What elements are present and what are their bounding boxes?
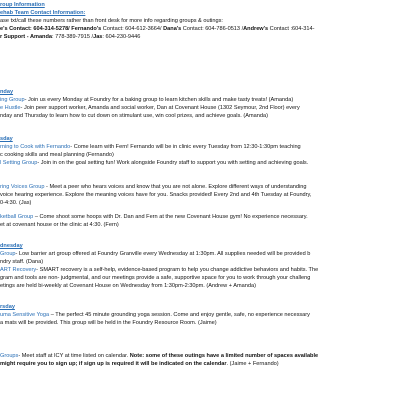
group-entry-line <box>0 160 308 168</box>
group-entry-line <box>0 105 300 113</box>
group-entry-line <box>0 283 256 291</box>
day-heading-tuesday: sday <box>0 136 13 142</box>
group-text: a mats will be provided. This group will be held in the Foundry Resource Room. (Jaime) <box>0 320 217 326</box>
group-entry-line <box>0 200 31 208</box>
group-entry-line <box>0 214 308 222</box>
day-heading-thursday: rsday <box>0 304 15 310</box>
contact-heading: ehab Team Contact Information: <box>0 10 86 16</box>
dana-label: Dana's <box>163 26 182 32</box>
group-note: Note: some of these outings have a limited number of spaces available <box>129 353 319 359</box>
group-entry-line <box>0 192 311 200</box>
group-text: - Join in on the goal setting fun! Work alongside Foundry staff to support you with setting and achieving goals. <box>37 160 309 166</box>
contact-instructions: ase txt/call these numbers rather than front desk for more info regarding groups & outings: <box>0 18 223 24</box>
contacts-line-2 <box>0 34 140 42</box>
group-entry-line <box>0 113 268 121</box>
group-title: Group <box>0 251 16 257</box>
group-title: ring Voices Group <box>0 184 45 190</box>
group-text: - Meet a peer who hears voices and know that you are not alone. Explore different ways of understanding <box>44 184 307 190</box>
group-entry-line <box>0 222 119 230</box>
fernando-contact: Contact: 604-612-3664/ <box>101 26 164 32</box>
day-heading-wednesday: dnesday <box>0 243 23 249</box>
contact-prefix: e's Contact: 604-314-5278/ <box>0 26 72 32</box>
jas-contact: : 604-230-9446 <box>102 34 141 40</box>
group-text: 0-4:30. (Jas) <box>0 200 32 206</box>
group-title: Groups <box>0 353 19 359</box>
group-title: l Setting Group <box>0 160 38 166</box>
group-text: nday and Thursday to learn how to cut down on stimulant use, win cool prizes, and achieve goals. (Amanda) <box>0 113 268 119</box>
group-text: - Meet staff at ICY at time listed on calendar. <box>18 353 130 359</box>
group-entry-line <box>0 97 293 105</box>
group-entry-line <box>0 184 307 192</box>
group-entry-line <box>0 267 318 275</box>
group-entry-line <box>0 320 217 328</box>
group-text: - Join us every Monday at Foundry for a baking group to learn kitchen skills and make tasty treats! (Amanda) <box>24 97 294 103</box>
support-label: r Support - <box>0 34 30 40</box>
group-text: - Come learn with Fern! Fernando will be in clinic every Tuesday from 12:30-1:30pm teaching <box>70 144 301 150</box>
group-title: ketball Group <box>0 214 34 220</box>
group-entry-line <box>0 312 310 320</box>
group-title: rning to Cook with Fernando <box>0 144 71 150</box>
group-entry-line <box>0 275 310 283</box>
contacts-line-1 <box>0 26 314 34</box>
fernando-label: Fernando's <box>71 26 102 32</box>
group-text: – The perfect 45 minute grounding yoga session. Come and enjoy gentle, safe, no experience necessary <box>49 312 310 318</box>
group-title: e Hustle <box>0 105 21 111</box>
group-entry-line <box>0 144 301 152</box>
group-text: etings are held bi-weekly at Covenant House on Wednesday from 1:30pm-2:30pm. (Andrew + Amanda) <box>0 283 256 289</box>
group-entry-line <box>0 361 279 369</box>
group-text: - Low barrier art group offered at Foundry Granville every Wednesday at 1:30pm. All supplies needed will be provided b <box>15 251 311 257</box>
group-text: - SMART recovery is a self-help, evidence-based program to help you change addictive behaviors and habits. The <box>36 267 319 273</box>
group-entry-line <box>0 259 43 267</box>
group-title: uma Sensitive Yoga <box>0 312 50 318</box>
amanda-label: Amanda <box>29 34 53 40</box>
group-text: - Join peer support worker, Amanda and social worker, Dan at Covenant House (1302 Seymour, 2nd Floor) every <box>20 105 300 111</box>
day-heading-monday: nday <box>0 89 14 95</box>
group-text: – Come shoot some hoops with Dr. Dan and Fern at the new Covenant House gym! No experience necessary. <box>33 214 308 220</box>
page-title: roup Information <box>0 2 45 8</box>
group-text: . (Jaime + Fernando) <box>226 361 279 367</box>
andrew-contact: Contact :604-314- <box>268 26 315 32</box>
jas-label: Jas <box>93 34 103 40</box>
group-title: ing Group <box>0 97 25 103</box>
group-text: et at covenant house or the clinic at 4:30. (Fern) <box>0 222 119 228</box>
group-note: might require you to sign up; if sign up is required it will be indicated on the calendar <box>0 361 227 367</box>
group-text: c cooking skills and meal planning (Fernando) <box>0 152 114 158</box>
group-entry-line <box>0 152 114 160</box>
amanda-contact: : 778-389-7915 / <box>52 34 94 40</box>
group-text: voice hearing experience. Explore the meaning voices have for you. Snacks provided! Every 2nd and 4th Tuesday at Foundry, <box>0 192 312 198</box>
group-title: ART Recovery <box>0 267 37 273</box>
group-text: ndry staff. (Dana) <box>0 259 44 265</box>
group-entry-line <box>0 251 310 259</box>
group-text: gram and tools are non- judgmental, and our meetings provide a safe, supportive space for you to work through your challeng <box>0 275 311 281</box>
andrew-label: Andrew's <box>243 26 269 32</box>
dana-contact: Contact: 604-786-0513 / <box>181 26 244 32</box>
group-entry-line <box>0 353 318 361</box>
